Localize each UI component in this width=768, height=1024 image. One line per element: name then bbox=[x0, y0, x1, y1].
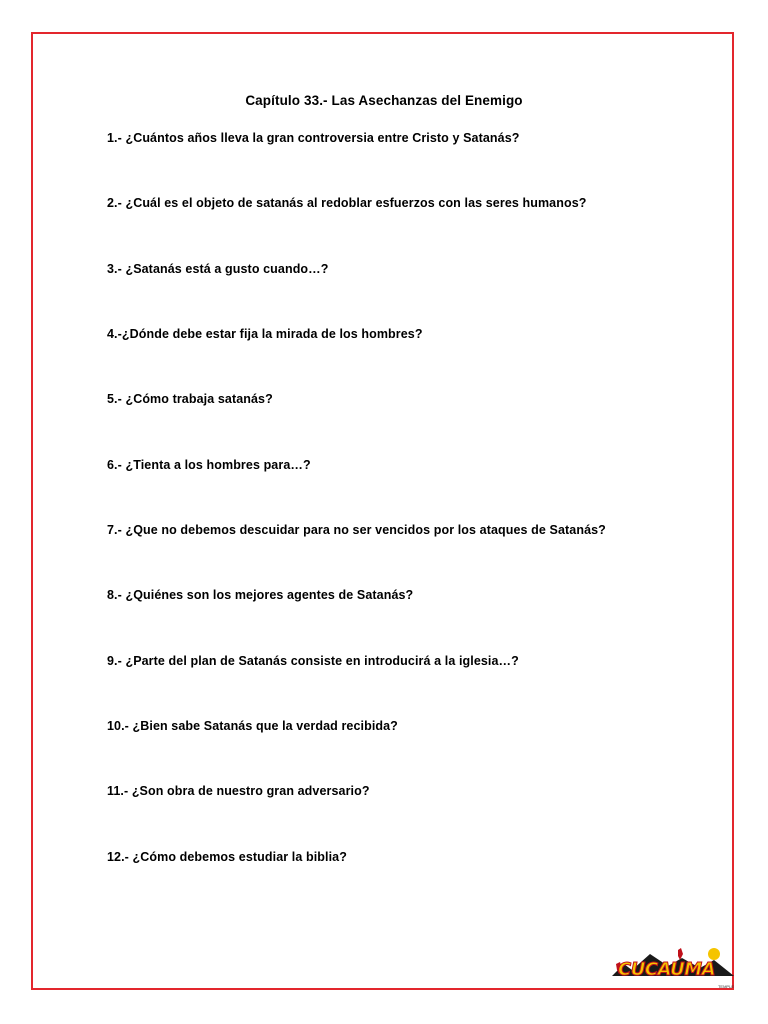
question-4: 4.-¿Dónde debe estar fija la mirada de los hombres? bbox=[107, 327, 423, 341]
question-6: 6.- ¿Tienta a los hombres para…? bbox=[107, 458, 311, 472]
page-border bbox=[31, 32, 734, 990]
question-7: 7.- ¿Que no debemos descuidar para no ser vencidos por los ataques de Satanás? bbox=[107, 523, 606, 537]
question-5: 5.- ¿Cómo trabaja satanás? bbox=[107, 392, 273, 406]
question-10: 10.- ¿Bien sabe Satanás que la verdad recibida? bbox=[107, 719, 398, 733]
question-3: 3.- ¿Satanás está a gusto cuando…? bbox=[107, 262, 329, 276]
question-8: 8.- ¿Quiénes son los mejores agentes de Satanás? bbox=[107, 588, 414, 602]
question-2: 2.- ¿Cuál es el objeto de satanás al redoblar esfuerzos con las seres humanos? bbox=[107, 196, 587, 210]
question-9: 9.- ¿Parte del plan de Satanás consiste en introducirá a la iglesia…? bbox=[107, 654, 519, 668]
page-title: Capítulo 33.- Las Asechanzas del Enemigo bbox=[245, 93, 523, 108]
question-11: 11.- ¿Son obra de nuestro gran adversario? bbox=[107, 784, 370, 798]
logo-subtext: TEMPLE bbox=[717, 984, 734, 989]
question-12: 12.- ¿Cómo debemos estudiar la biblia? bbox=[107, 850, 347, 864]
question-1: 1.- ¿Cuántos años lleva la gran controversia entre Cristo y Satanás? bbox=[107, 131, 520, 145]
logo-text: CUCAUMA bbox=[618, 959, 716, 980]
logo bbox=[610, 942, 736, 990]
